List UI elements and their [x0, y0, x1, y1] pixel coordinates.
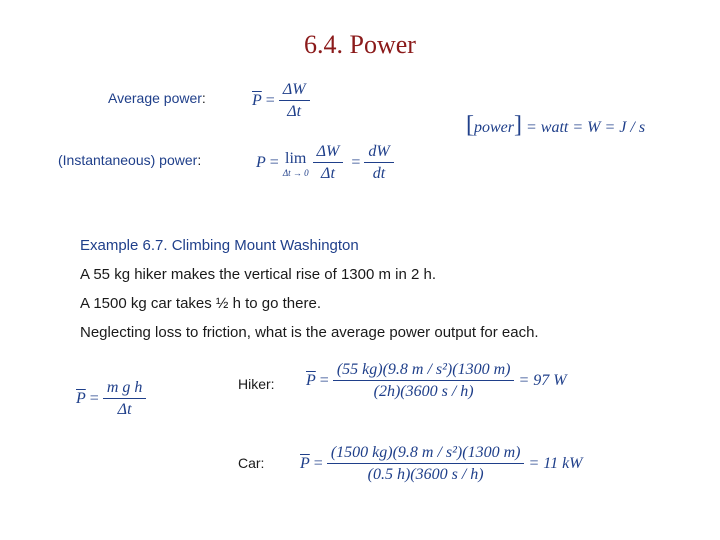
fraction-numerator: ΔW [279, 80, 310, 101]
p-bar-symbol: $\overline{P}$ [300, 455, 310, 473]
limit-text: lim [285, 149, 307, 167]
limit-subscript: Δt → 0 [282, 167, 309, 178]
car-label: Car: [238, 455, 265, 471]
limit-operator [283, 150, 309, 178]
average-power-label [108, 90, 206, 106]
example-title: Example 6.7. Climbing Mount Washington [80, 237, 359, 254]
car-fraction [327, 443, 525, 486]
fraction-numerator: ΔW [313, 142, 344, 163]
p-bar-symbol: $\overline{P}$ [306, 372, 316, 390]
fraction-denominator: (2h)(3600 s / h) [373, 383, 474, 400]
power-unit-equation [466, 112, 645, 139]
fraction-numerator: dW [364, 142, 393, 163]
fraction-numerator: m g h [103, 378, 147, 399]
car-result: = 11 kW [528, 455, 583, 473]
car-equation: $\overline{P}$ = $\frac{\text{(1500 kg)(9.8 m / s²)(1300 m)}}{(0.5 h)(3600 s / h)}$ = 11 kW [300, 443, 583, 486]
colon: : [201, 90, 206, 106]
fraction-denominator: Δt [117, 401, 132, 418]
hiker-label: Hiker: [238, 376, 275, 392]
problem-line-1: A 55 kg hiker makes the vertical rise of 1300 m in 2 h. [80, 266, 437, 283]
instantaneous-power-label [58, 152, 201, 168]
hiker-fraction [333, 360, 515, 403]
general-fraction [103, 378, 147, 421]
fraction-denominator: Δt [321, 165, 335, 182]
instantaneous-power-text: (Instantaneous) power [58, 152, 198, 168]
fraction-numerator: (55 kg)(9.8 m / s²)(1300 m) [333, 360, 515, 381]
instantaneous-power-equation: P = lim Δt → 0 $\frac{\Delta W}{\Delta t}$ = $\frac{dW}{dt}$ [256, 142, 394, 185]
bracket-left: [ [466, 112, 474, 138]
average-power-fraction [279, 80, 310, 123]
fraction-denominator: Δt [287, 103, 302, 120]
p-bar-symbol: $\overline{P}$ [76, 390, 86, 408]
average-power-text: Average power [108, 90, 202, 106]
p-symbol: P [256, 154, 266, 172]
p-bar-symbol: $\overline{P}$ [252, 92, 262, 110]
instantaneous-fraction-1 [313, 142, 344, 185]
unit-watt: = watt [526, 119, 569, 136]
unit-joule-per-second: = W = J / s [572, 119, 646, 136]
fraction-denominator: (0.5 h)(3600 s / h) [367, 466, 484, 483]
bracket-right: ] [514, 112, 522, 138]
fraction-denominator: dt [372, 165, 386, 182]
instantaneous-fraction-2 [364, 142, 393, 185]
hiker-equation: $\overline{P}$ = $\frac{\text{(55 kg)(9.8 m / s²)(1300 m)}}{(2h)(3600 s / h)}$ = 97 W [306, 360, 567, 403]
unit-power: power [474, 119, 514, 136]
average-power-equation: $\overline{P}$ = $\frac{\Delta W}{\Delta t}$ [252, 80, 310, 123]
page-title: 6.4. Power [304, 30, 416, 59]
general-power-equation: $\overline{P}$ = $\frac{\text{m g h}}{\Delta t}$ [76, 378, 146, 421]
fraction-numerator: (1500 kg)(9.8 m / s²)(1300 m) [327, 443, 525, 464]
problem-line-3: Neglecting loss to friction, what is the average power output for each. [80, 324, 539, 341]
problem-line-2: A 1500 kg car takes ½ h to go there. [80, 295, 321, 312]
hiker-result: = 97 W [518, 372, 567, 390]
colon: : [197, 152, 202, 168]
